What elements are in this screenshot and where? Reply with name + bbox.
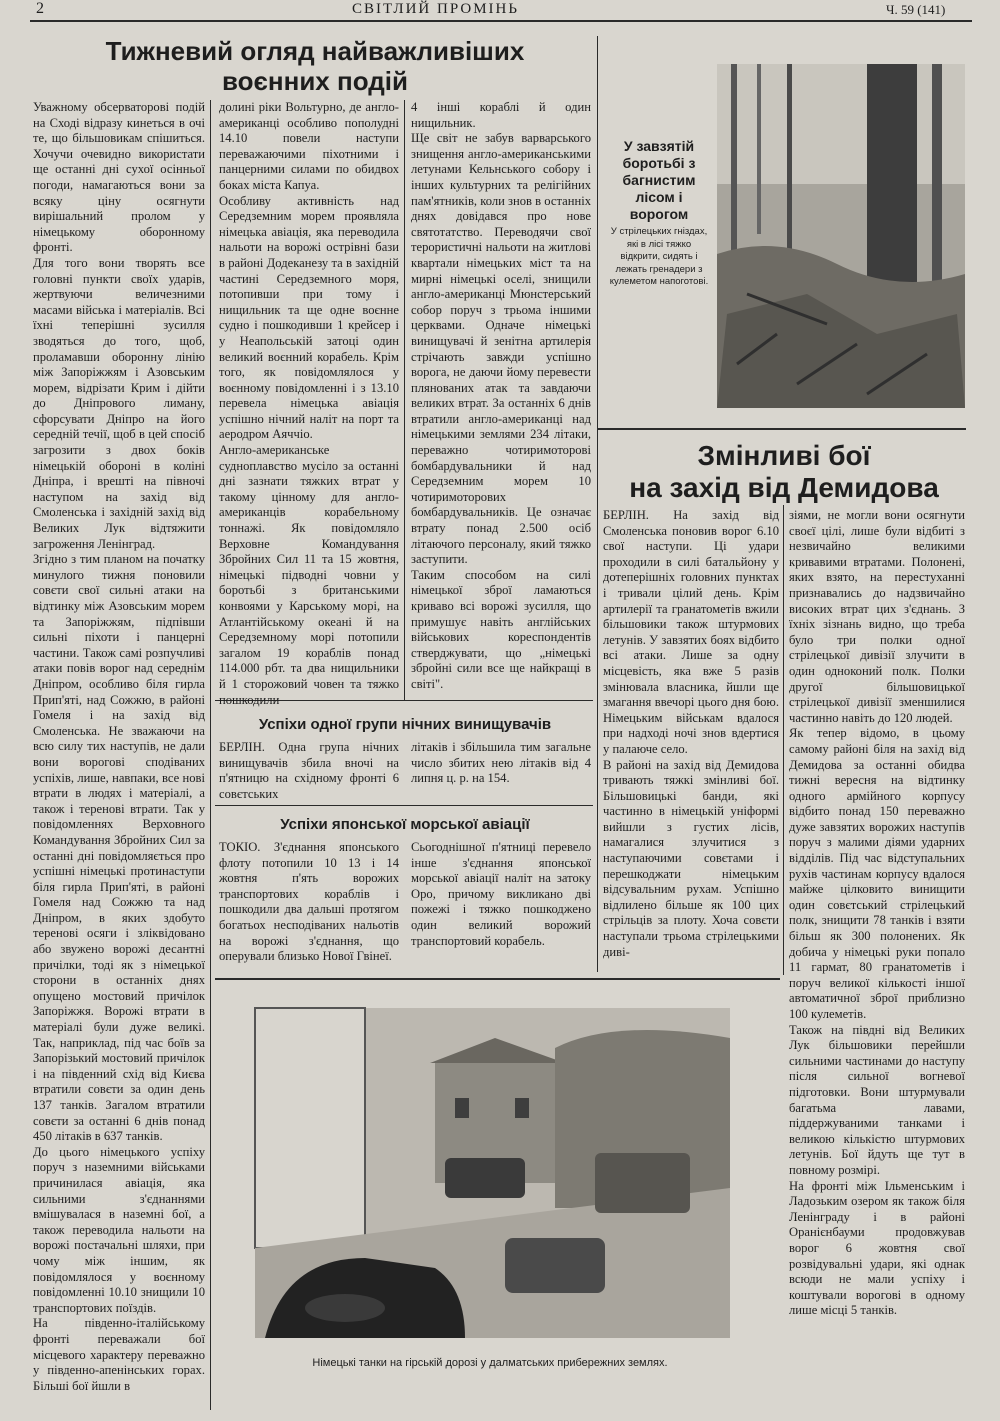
masthead xyxy=(0,0,1000,22)
forest-photo xyxy=(717,64,965,408)
overview-col2: долині ріки Вольтурно, де англо-американці особливо пополудні 14.10 повели наступи переважаючими піхотними і панцерними силами по обидвох боках міста Капуа. Особливу активність над Середземним морем проявляла німецька авіація, яка переводила нальоти на ворожі острівні бази в районі Додеканезу та в західній частині Середземного моря, потопивши при тому і нищильник та ще одне воєнне судно і пошкодивши 1 крейсер і у Неапольській затоці один великий воєнний корабель. Крім того, як повідомлялося у воєнному повідомленні і з 13.10 перевела німецька авіація успішно нічний наліт на порт та аеродром Аяччіо. Англо-американське судноплавство мусіло за останні дні зазнати тяжких втрат у такому цінному для англо-американців корабельному тоннажі. Як повідомляло Верховне Командування Збройних Сил 11 та 15 жовтня, німецькі підводні човни у боротьбі з британськими конвоями у Карському морі, на Атлантійському океані й на Середземному морі потопили загалом 19 кораблів понад 114.000 рбт. та два нищильники й 1 сторожовий човен та тяжко пошкодили xyxy=(219,100,399,707)
tanks-photo xyxy=(255,1008,730,1338)
night-fighters-col1: БЕРЛІН. Одна група нічних винищувачів збила вночі на п'ятницю на східному фронті 6 совєтських xyxy=(219,740,399,801)
night-fighters-title: Успіхи одної групи нічних винищувачів xyxy=(258,716,552,733)
forest-photo-graphic xyxy=(717,64,965,408)
overview-title xyxy=(90,36,540,96)
photo-top-caption: У стрілецьких гніздах, які в лісі тяжко відкрити, сидять і лежать гренадери з кулеметом напоготові. xyxy=(609,226,709,287)
column-rule-right xyxy=(597,36,598,972)
overview-col3: 4 інші кораблі й один нищильник. Ще світ не забув варварського знищення англо-американськими летунами Кельнського собору і інших культурних та релігійних пам'ятників, коли знов в останніх днях довідався про нове святотатство. Переводячи свої терористичні нальоти на житлові квартали німецьких міст та на мирні німецькі оселі, знищили англо-американці Мюнстерський собор поруч з трьома іншими церквами. Одначе німецькі винищувачі й зенітна артилерія стрічають завжди успішно ворога, не даючи йому перевести плянованих атак та завдаючи великих втрат. За останніх 6 днів втратили англо-американці над німецькими землями 234 літаки, переважно чотиримоторові бомбардувальники й над Середземним морем 10 чотиримоторових бомбардувальників. Це означає втрату понад 2.500 осіб літаючого персоналу, який тяжко заступити. Таким способом на силі німецької зброї ламаються кривавo всі ворожі зусилля, що примушує навіть англійських військових кореспондентів стверджувати, що „німецькі збройні сили все ще найкращі в світі". xyxy=(411,100,591,691)
demidov-title-line2: на захід від Демидова xyxy=(629,472,939,503)
masthead-rule xyxy=(30,20,972,22)
newspaper-name: СВІТЛИЙ ПРОМІНЬ xyxy=(352,1,519,17)
issue-number: Ч. 59 (141) xyxy=(886,2,946,17)
japanese-title: Успіхи японської морської авіації xyxy=(280,816,530,833)
japanese-col2: Сьогоднішної п'ятниці перевело інше з'єднання японської морської авіації наліт на затоку Оро, причому викликано дві пожежі і тяжко пошкоджено один великий ворожий транспортовий корабель. xyxy=(411,840,591,948)
overview-title-line2: воєнних подій xyxy=(222,66,408,96)
night-fighters-col2: літаків і збільшила тим загальне число збитих нею літаків від 4 липня ц. р. на 154. xyxy=(411,740,591,786)
column-rule-mid xyxy=(404,100,405,700)
japanese-col1: ТОКІО. З'єднання японського флоту потопили 10 13 і 14 жовтня п'ять ворожих транспортових кораблів і пошкодили два дальші протягом богатьох несподіваних нальотів на ворожі з'єднання, що оперували близько Нової Гвінеї. xyxy=(219,840,399,964)
rule-below-night xyxy=(215,805,593,806)
demidov-col2: зіями, не могли вони осягнути своєї цілі, лише були відбиті з незвичайно великими кривавими втратами. Полонені, яких взято, на перестуханні признавались до надзвичайно високих втрат цих з'єднань. З їхніх зізнань видно, що треба було три полки одної стрілецької дивізії злучити в один одноконий полк. Полки другої більшовицької стрілецької дивізії зменшилися частинно навіть до 120 людей. Як тепер відомо, в цьому самому районі біля на захід від Демидова за останні обидва тижні вересня на відтинку одного армійного корпусу відбито понад 150 переважно дуже завзятих ворожих наступів поруч з малими діями ударних відділів. Під час відступальних рухів частинам корпусу вдалося майже цілковито винищити один совєтський стрілецький полк, знищити 78 танків і взяти більш як 300 полонених. Як добича у німецькі руки попало 11 гармат, 80 гранатометів і поруч великої кількості іншої автоматичної зброї приблизно 100 кулеметів. Також на півдні від Великих Лук більшовики перейшли сильними частинами до наступу після сильної вогневої підготовки. Вони штурмували багатьма лавами, піддержуваними танками і великою кількістю штурмових летунів. Бої йдуть ще тут в повному розмірі. На фронті між Ільменським і Ладозьким озером як також біля Ленінграду і в районі Оранієнбауми продовжував ворог 6 жовтня свої розвідувальні удари, які однак всюди не мали успіху і коштували ворогові в одному лише місці 5 танків. xyxy=(789,508,965,1318)
demidov-title-line1: Змінливі бої xyxy=(697,440,871,471)
demidov-col1: БЕРЛІН. На захід від Смоленська поновив ворог 6.10 свої наступи. Ці удари проходили в силі батальйону у дотеперішніх головних пунктах і тривали цілий день. Крім артилерії та гранатометів вжили більшовики також штурмових летунів. У завзятих боях відбито всі атаки. Лише за одну місцевість, яка вже 5 разів змінювала власника, йшли ще змагання ввечорі цього дня бою. Німецьким військам вдалося при надході ночі знов вдертися у палаюче село. В районі на захід від Демидова тривають тяжкі змінливі бої. Більшовицькі банди, які частинно в німецькій уніформі вийшли з густих лісів, намагалися злучитися з наступаючими совєтами і перешкоджати німецьким відсувальним рухам. Успішно відлилено більше як 100 цих стрільців за плоту. Хоча совєти наступали трьома стрілецькими диві- xyxy=(603,508,779,959)
column-rule-left xyxy=(210,100,211,1410)
rule-above-photo-bottom xyxy=(215,978,780,980)
tanks-photo-graphic xyxy=(255,1008,730,1338)
overview-col1: Уважному обсерваторові подій на Сході відразу кинеться в очі те, що більшовикам спішиться. Хочучи очевидно використати ще останні дні сухої осінньої погоди, намагаються вони за всяку ціну осягнути вирішальний пролом у німецькому оборонному фронті. Для того вони творять все головні пункти своїх ударів, жертвуючи величезними масами війська і матеріалів. Всі їхні теперішні зусилля зводяться до того, щоб, проламавши оборонну лінію між Запоріжжям і Азовським морем, відрізати Крим і дійти до Дніпрового лиману, сфорсувати Дніпро на його середній течії, щоб в цей спосіб загрозити з двох боків німецькій обороні в коліні Дніпра, і врешті на півночі наступом на захід від Смоленська і західній захід від Великих Лук відтяжити загроження Ленінград. Згідно з тим планом на початку минулого тижня поновили совєти свої сильні атаки на відтинку між Азовським морем та Запоріжжям, підпівши сильні піхоти і панцерні частини. Також самі розпучливі атаки повів ворог над середнім Дніпром, особливо біля гирла Прип'яті, над Сожжю, в районі Гомеля і на захід від Смоленська. Не зважаючи на всю силу тих наступів, не дали вони ворогові сподіваних успіхів, лише, навпаки, все нові втрати в людях і матеріалі, а також і теренові втрати. Так у повідомленнях Верховного Командування Збройних Сил за останні дні повідомляється про успішні німецькі протинаступи біля гирла Прип'яті, в районі Гомеля над Сожжю та над Дніпром, в яких здобуто теренові осяги і зліквідовано або звужено ворожі десантні причілки, тоді як з німецької сторони в останніх днях опущено мостовий причілок Запоріжжя. Ворожі втрати в матеріалі були дуже великі. Так, наприклад, під час боїв за Запорізький мостовий причілок і на південний схід від Києва втратили совєти за один день 137 танків. Загалом втратили совєти за останні 6 днів понад 450 літаків в 637 танків. До цього німецького успіху поруч з наземними військами причинилася авіація, яка сильними з'єднаннями вмішувалася в наземні бої, а також переводила нальоти на ворожі постачальні шляхи, при чому між іншим, як повідомлялося у воєнному повідомленні 10.10 знищили 10 транспортових поїздів. На південно-італійському фронті переважали бої місцевого характеру переважно у південно-апенінських горах. Більші бої йшли в xyxy=(33,100,205,1393)
page-number: 2 xyxy=(36,0,44,17)
tanks-photo-caption: Німецькі танки на гірській дорозі у далматських прибережних землях. xyxy=(312,1357,668,1369)
column-rule-far-right xyxy=(783,505,784,975)
photo-top-title: У завзятій боротьбі з багнистим лісом і ворогом xyxy=(622,138,696,222)
demidov-title xyxy=(605,440,963,504)
rule-below-photo-top xyxy=(598,428,966,430)
overview-title-line1: Тижневий огляд найважливіших xyxy=(105,36,525,66)
